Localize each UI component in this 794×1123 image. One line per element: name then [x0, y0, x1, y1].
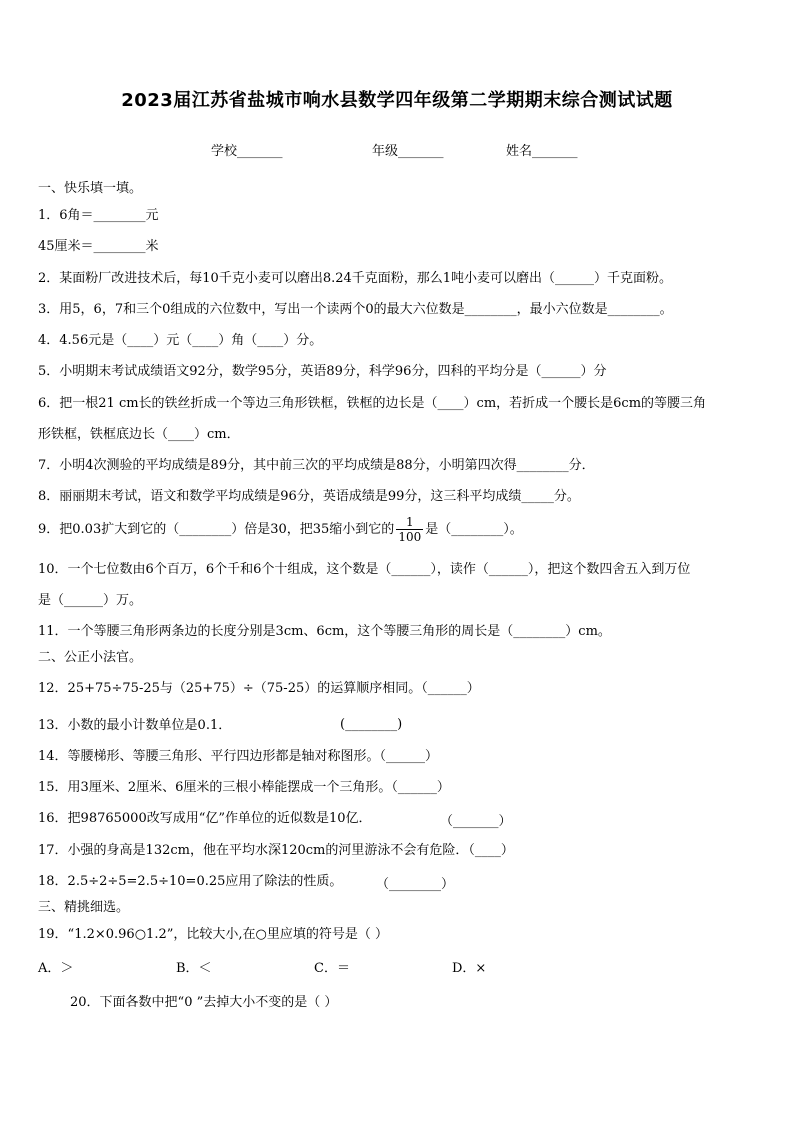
option-c: C．＝ — [314, 961, 350, 976]
school-field: 学校_______ — [211, 144, 283, 159]
question-18-blank: （________） — [376, 877, 455, 892]
question-9 — [38, 514, 523, 546]
question-16-blank: （_______） — [440, 814, 512, 829]
fraction-denominator: 100 — [398, 530, 422, 544]
question-13-blank: (________) — [340, 717, 403, 732]
question-1b: 45厘米＝________米 — [38, 239, 159, 254]
question-2: 2．某面粉厂改进技术后，每10千克小麦可以磨出8.24千克面粉，那么1吨小麦可以磨出（______）千克面粉。 — [38, 271, 673, 286]
name-field: 姓名_______ — [506, 144, 578, 159]
question-6a: 6．把一根21 cm长的铁丝折成一个等边三角形铁框，铁框的边长是（____）cm，若折成一个腰长是6cm的等腰三角 — [38, 396, 707, 411]
fraction-one-hundredth — [396, 515, 423, 544]
question-1a: 1．6角＝________元 — [38, 208, 159, 223]
option-d: D．× — [452, 961, 487, 976]
question-7: 7．小明4次测验的平均成绩是89分，其中前三次的平均成绩是88分，小明第四次得________分． — [38, 458, 595, 473]
question-12: 12．25+75÷75-25与（25+75）÷（75-25）的运算顺序相同。（______） — [38, 681, 480, 696]
page-title: 2023届江苏省盐城市响水县数学四年级第二学期期末综合测试试题 — [121, 90, 673, 111]
question-16: 16．把98765000改写成用“亿”作单位的近似数是10亿． — [38, 811, 372, 826]
question-6b: 形铁框，铁框底边长（____）cm． — [38, 427, 240, 442]
question-15: 15．用3厘米、2厘米、6厘米的三根小棒能摆成一个三角形。（______） — [38, 780, 450, 795]
option-b: B．＜ — [176, 961, 212, 976]
question-8: 8．丽丽期末考试，语文和数学平均成绩是96分，英语成绩是99分，这三科平均成绩_____分。 — [38, 489, 580, 504]
section-heading-3: 三、精挑细选。 — [38, 900, 130, 915]
section-heading-2: 二、公正小法官。 — [38, 650, 143, 665]
question-14: 14．等腰梯形、等腰三角形、平行四边形都是轴对称图形。（______） — [38, 749, 439, 764]
option-a: A．＞ — [38, 961, 74, 976]
grade-field: 年级_______ — [372, 144, 444, 159]
question-20: 20．下面各数中把“0 ”去掉大小不变的是（ ） — [70, 995, 338, 1010]
question-9-text: 9．把0.03扩大到它的（________）倍是30，把35缩小到它的 — [38, 522, 395, 537]
question-13: 13．小数的最小计数单位是0.1． — [38, 718, 232, 733]
question-3: 3．用5，6，7和三个0组成的六位数中，写出一个读两个0的最大六位数是________，最小六位数是________。 — [38, 302, 673, 317]
question-10a: 10．一个七位数由6个百万，6个千和6个十组成，这个数是（______），读作（______），把这个数四舍五入到万位 — [38, 562, 691, 577]
question-10b: 是（______）万。 — [38, 593, 143, 608]
question-11: 11．一个等腰三角形两条边的长度分别是3cm、6cm，这个等腰三角形的周长是（________）cm。 — [38, 624, 611, 639]
question-17: 17．小强的身高是132cm，他在平均水深120cm的河里游泳不会有危险．（____） — [38, 843, 514, 858]
section-heading-1: 一、快乐填一填。 — [38, 181, 143, 196]
question-4: 4．4.56元是（____）元（____）角（____）分。 — [38, 333, 323, 348]
question-9-tail: 是（________）。 — [425, 522, 523, 537]
question-5: 5．小明期末考试成绩语文92分，数学95分，英语89分，科学96分，四科的平均分是（______）分 — [38, 364, 607, 379]
fraction-numerator: 1 — [396, 515, 423, 530]
question-19: 19．“1.2×0.96○1.2”，比较大小,在○里应填的符号是（ ） — [38, 927, 388, 942]
question-18: 18．2.5÷2÷5=2.5÷10=0.25应用了除法的性质。 — [38, 874, 343, 889]
